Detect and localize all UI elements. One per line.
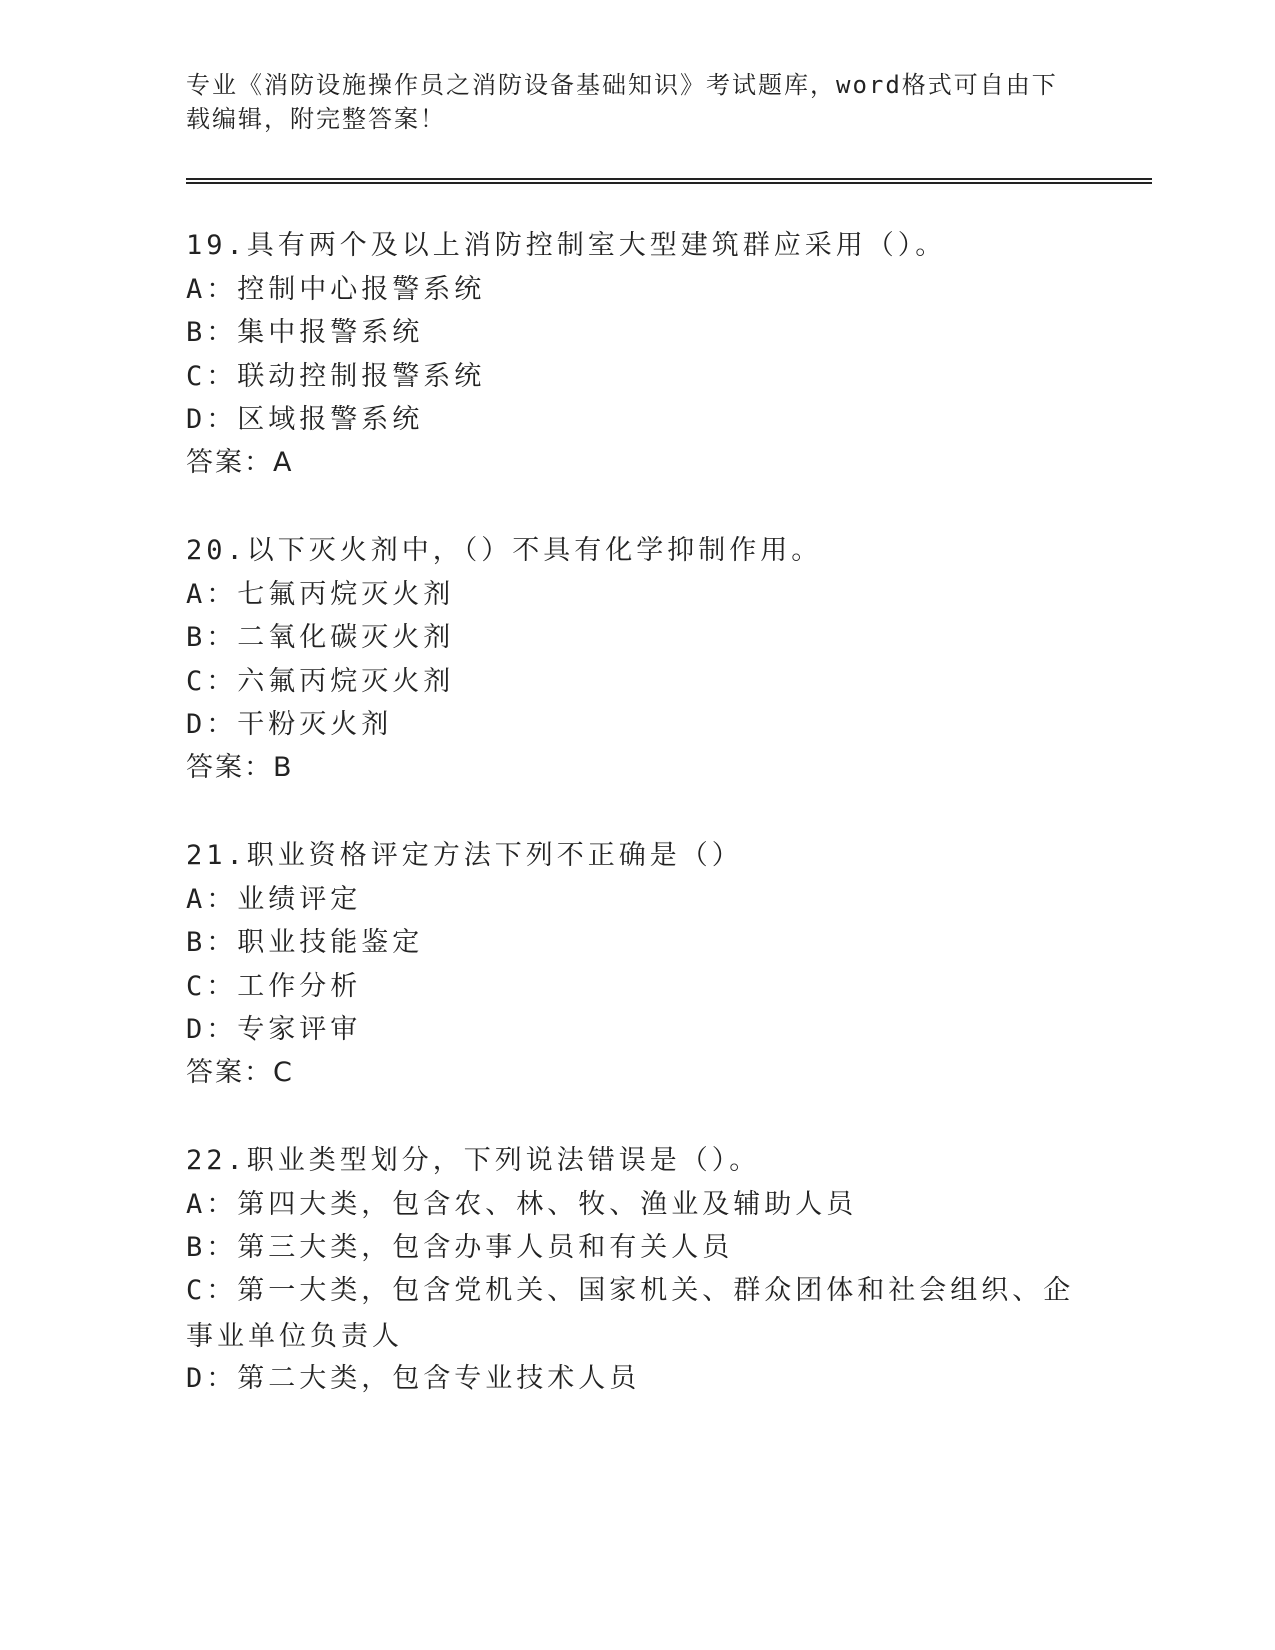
question-20-option-b: B：二氧化碳灭火剂 <box>186 622 455 653</box>
question-22-option-b: B：第三大类，包含办事人员和有关人员 <box>186 1232 734 1263</box>
question-21-option-d: D：专家评审 <box>186 1014 362 1045</box>
question-21-stem: 21.职业资格评定方法下列不正确是（） <box>186 840 743 871</box>
question-19-option-d: D：区域报警系统 <box>186 404 424 435</box>
question-21-option-c: C：工作分析 <box>186 971 362 1002</box>
question-20-answer: 答案：B <box>186 752 294 783</box>
question-22-stem: 22.职业类型划分，下列说法错误是（）。 <box>186 1145 761 1176</box>
question-20-option-d: D：干粉灭火剂 <box>186 709 393 740</box>
question-22-option-d: D：第二大类，包含专业技术人员 <box>186 1363 641 1394</box>
question-20-option-c: C：六氟丙烷灭火剂 <box>186 666 455 697</box>
question-22-option-c: C：第一大类，包含党机关、国家机关、群众团体和社会组织、企事业单位负责人 <box>186 1275 1075 1352</box>
question-22-option-a: A：第四大类，包含农、林、牧、渔业及辅助人员 <box>186 1189 858 1220</box>
question-19-option-a: A：控制中心报警系统 <box>186 274 486 305</box>
question-19-answer: 答案：A <box>186 447 294 478</box>
question-19-stem: 19.具有两个及以上消防控制室大型建筑群应采用（）。 <box>186 230 947 261</box>
question-20-stem: 20.以下灭火剂中，（）不具有化学抑制作用。 <box>186 535 823 566</box>
question-19-option-b: B：集中报警系统 <box>186 317 424 348</box>
header-divider <box>186 178 1152 184</box>
question-21-option-a: A：业绩评定 <box>186 884 362 915</box>
document-header: 专业《消防设施操作员之消防设备基础知识》考试题库，word格式可自由下载编辑，附完整答案！ <box>186 71 1058 133</box>
question-20-option-a: A：七氟丙烷灭火剂 <box>186 579 455 610</box>
question-21-answer: 答案：C <box>186 1057 294 1088</box>
question-21-option-b: B：职业技能鉴定 <box>186 927 424 958</box>
question-19-option-c: C：联动控制报警系统 <box>186 361 486 392</box>
